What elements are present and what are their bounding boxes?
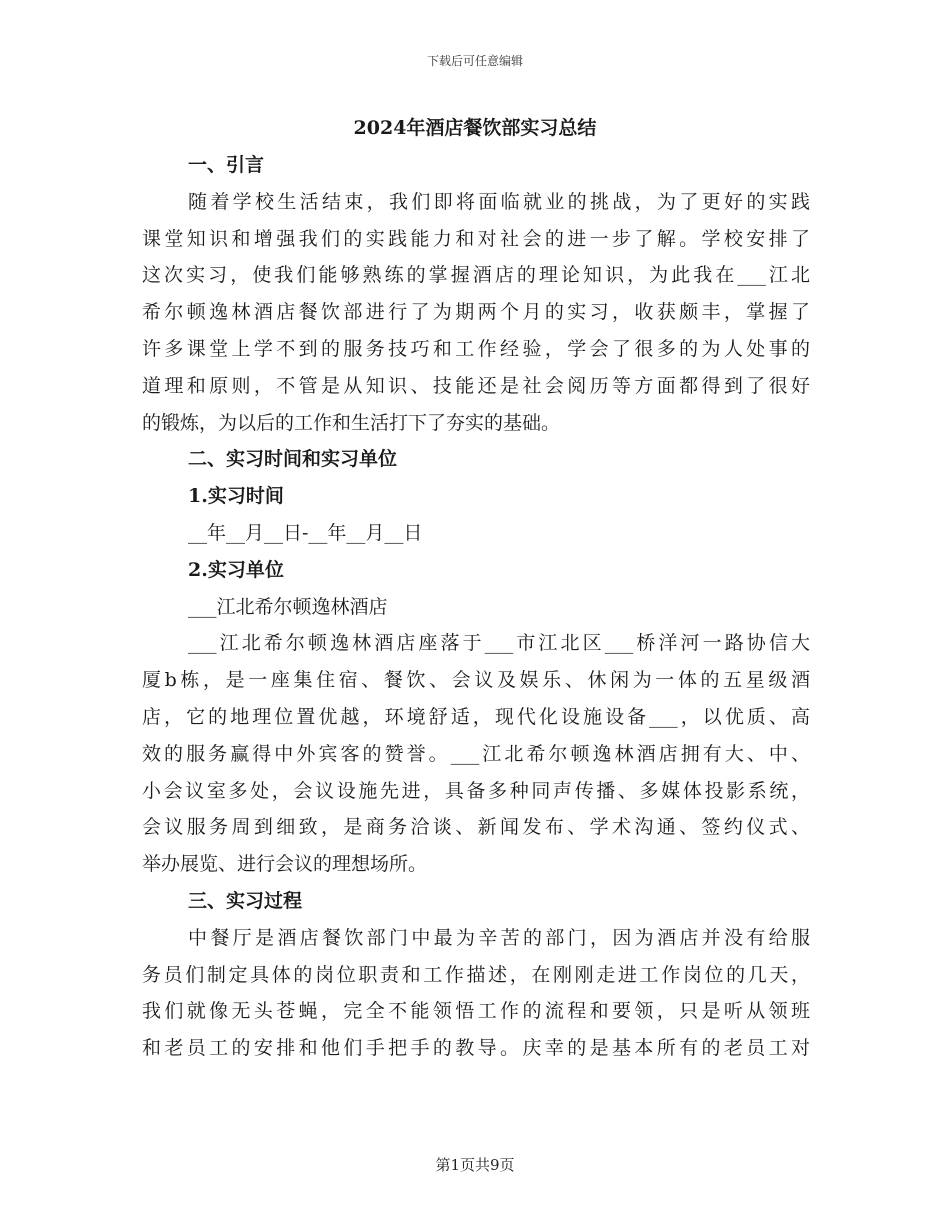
paragraph-line: 举办展览、进行会议的理想场所。 (142, 853, 428, 876)
document-body (142, 147, 810, 1067)
section-heading: 三、实习过程 (188, 889, 303, 912)
paragraph-line: 店，它的地理位置优越，环境舒适，现代化设施设备___，以优质、高 (142, 705, 810, 728)
section-heading: 1.实习时间 (188, 485, 284, 508)
section-heading: 2.实习单位 (188, 558, 284, 581)
paragraph-line: 希尔顿逸林酒店餐饮部进行了为期两个月的实习，收获颇丰，掌握了 (142, 301, 810, 324)
paragraph-line: 我们就像无头苍蝇，完全不能领悟工作的流程和要领，只是听从领班 (142, 1000, 810, 1023)
paragraph-line: 许多课堂上学不到的服务技巧和工作经验，学会了很多的为人处事的 (142, 337, 810, 360)
paragraph-line: 厦b栋，是一座集住宿、餐饮、会议及娱乐、休闲为一体的五星级酒 (142, 669, 810, 692)
paragraph-line: 会议服务周到细致，是商务洽谈、新闻发布、学术沟通、签约仪式、 (142, 816, 810, 839)
paragraph-line: __年__月__日-__年__月__日 (188, 521, 423, 544)
paragraph-line: 的锻炼，为以后的工作和生活打下了夯实的基础。 (142, 411, 561, 434)
paragraph-line: 务员们制定具体的岗位职责和工作描述，在刚刚走进工作岗位的几天， (142, 963, 810, 986)
page-number: 第1页共9页 (435, 1156, 515, 1174)
paragraph-line: 小会议室多处，会议设施先进，具备多种同声传播、多媒体投影系统， (142, 779, 810, 802)
paragraph-line: 中餐厅是酒店餐饮部门中最为辛苦的部门，因为酒店并没有给服 (188, 926, 810, 949)
paragraph-line: 课堂知识和增强我们的实践能力和对社会的进一步了解。学校安排了 (142, 227, 810, 250)
paragraph-line: 效的服务赢得中外宾客的赞誉。___江北希尔顿逸林酒店拥有大、中、 (142, 742, 810, 765)
paragraph-line: ___江北希尔顿逸林酒店 (188, 595, 388, 618)
paragraph-line: 随着学校生活结束，我们即将面临就业的挑战，为了更好的实践 (188, 190, 810, 213)
header-note: 下载后可任意编辑 (426, 54, 523, 68)
paragraph-line: 和老员工的安排和他们手把手的教导。庆幸的是基本所有的老员工对 (142, 1037, 810, 1060)
document-title: 2024年酒店餐饮部实习总结 (353, 117, 597, 139)
section-heading: 一、引言 (188, 154, 265, 176)
paragraph-line: ___江北希尔顿逸林酒店座落于___市江北区___桥洋河一路协信大 (188, 632, 810, 655)
paragraph-line: 这次实习，使我们能够熟练的掌握酒店的理论知识，为此我在___江北 (142, 264, 810, 287)
paragraph-line: 道理和原则，不管是从知识、技能还是社会阅历等方面都得到了很好 (142, 374, 810, 397)
section-heading: 二、实习时间和实习单位 (188, 448, 398, 471)
